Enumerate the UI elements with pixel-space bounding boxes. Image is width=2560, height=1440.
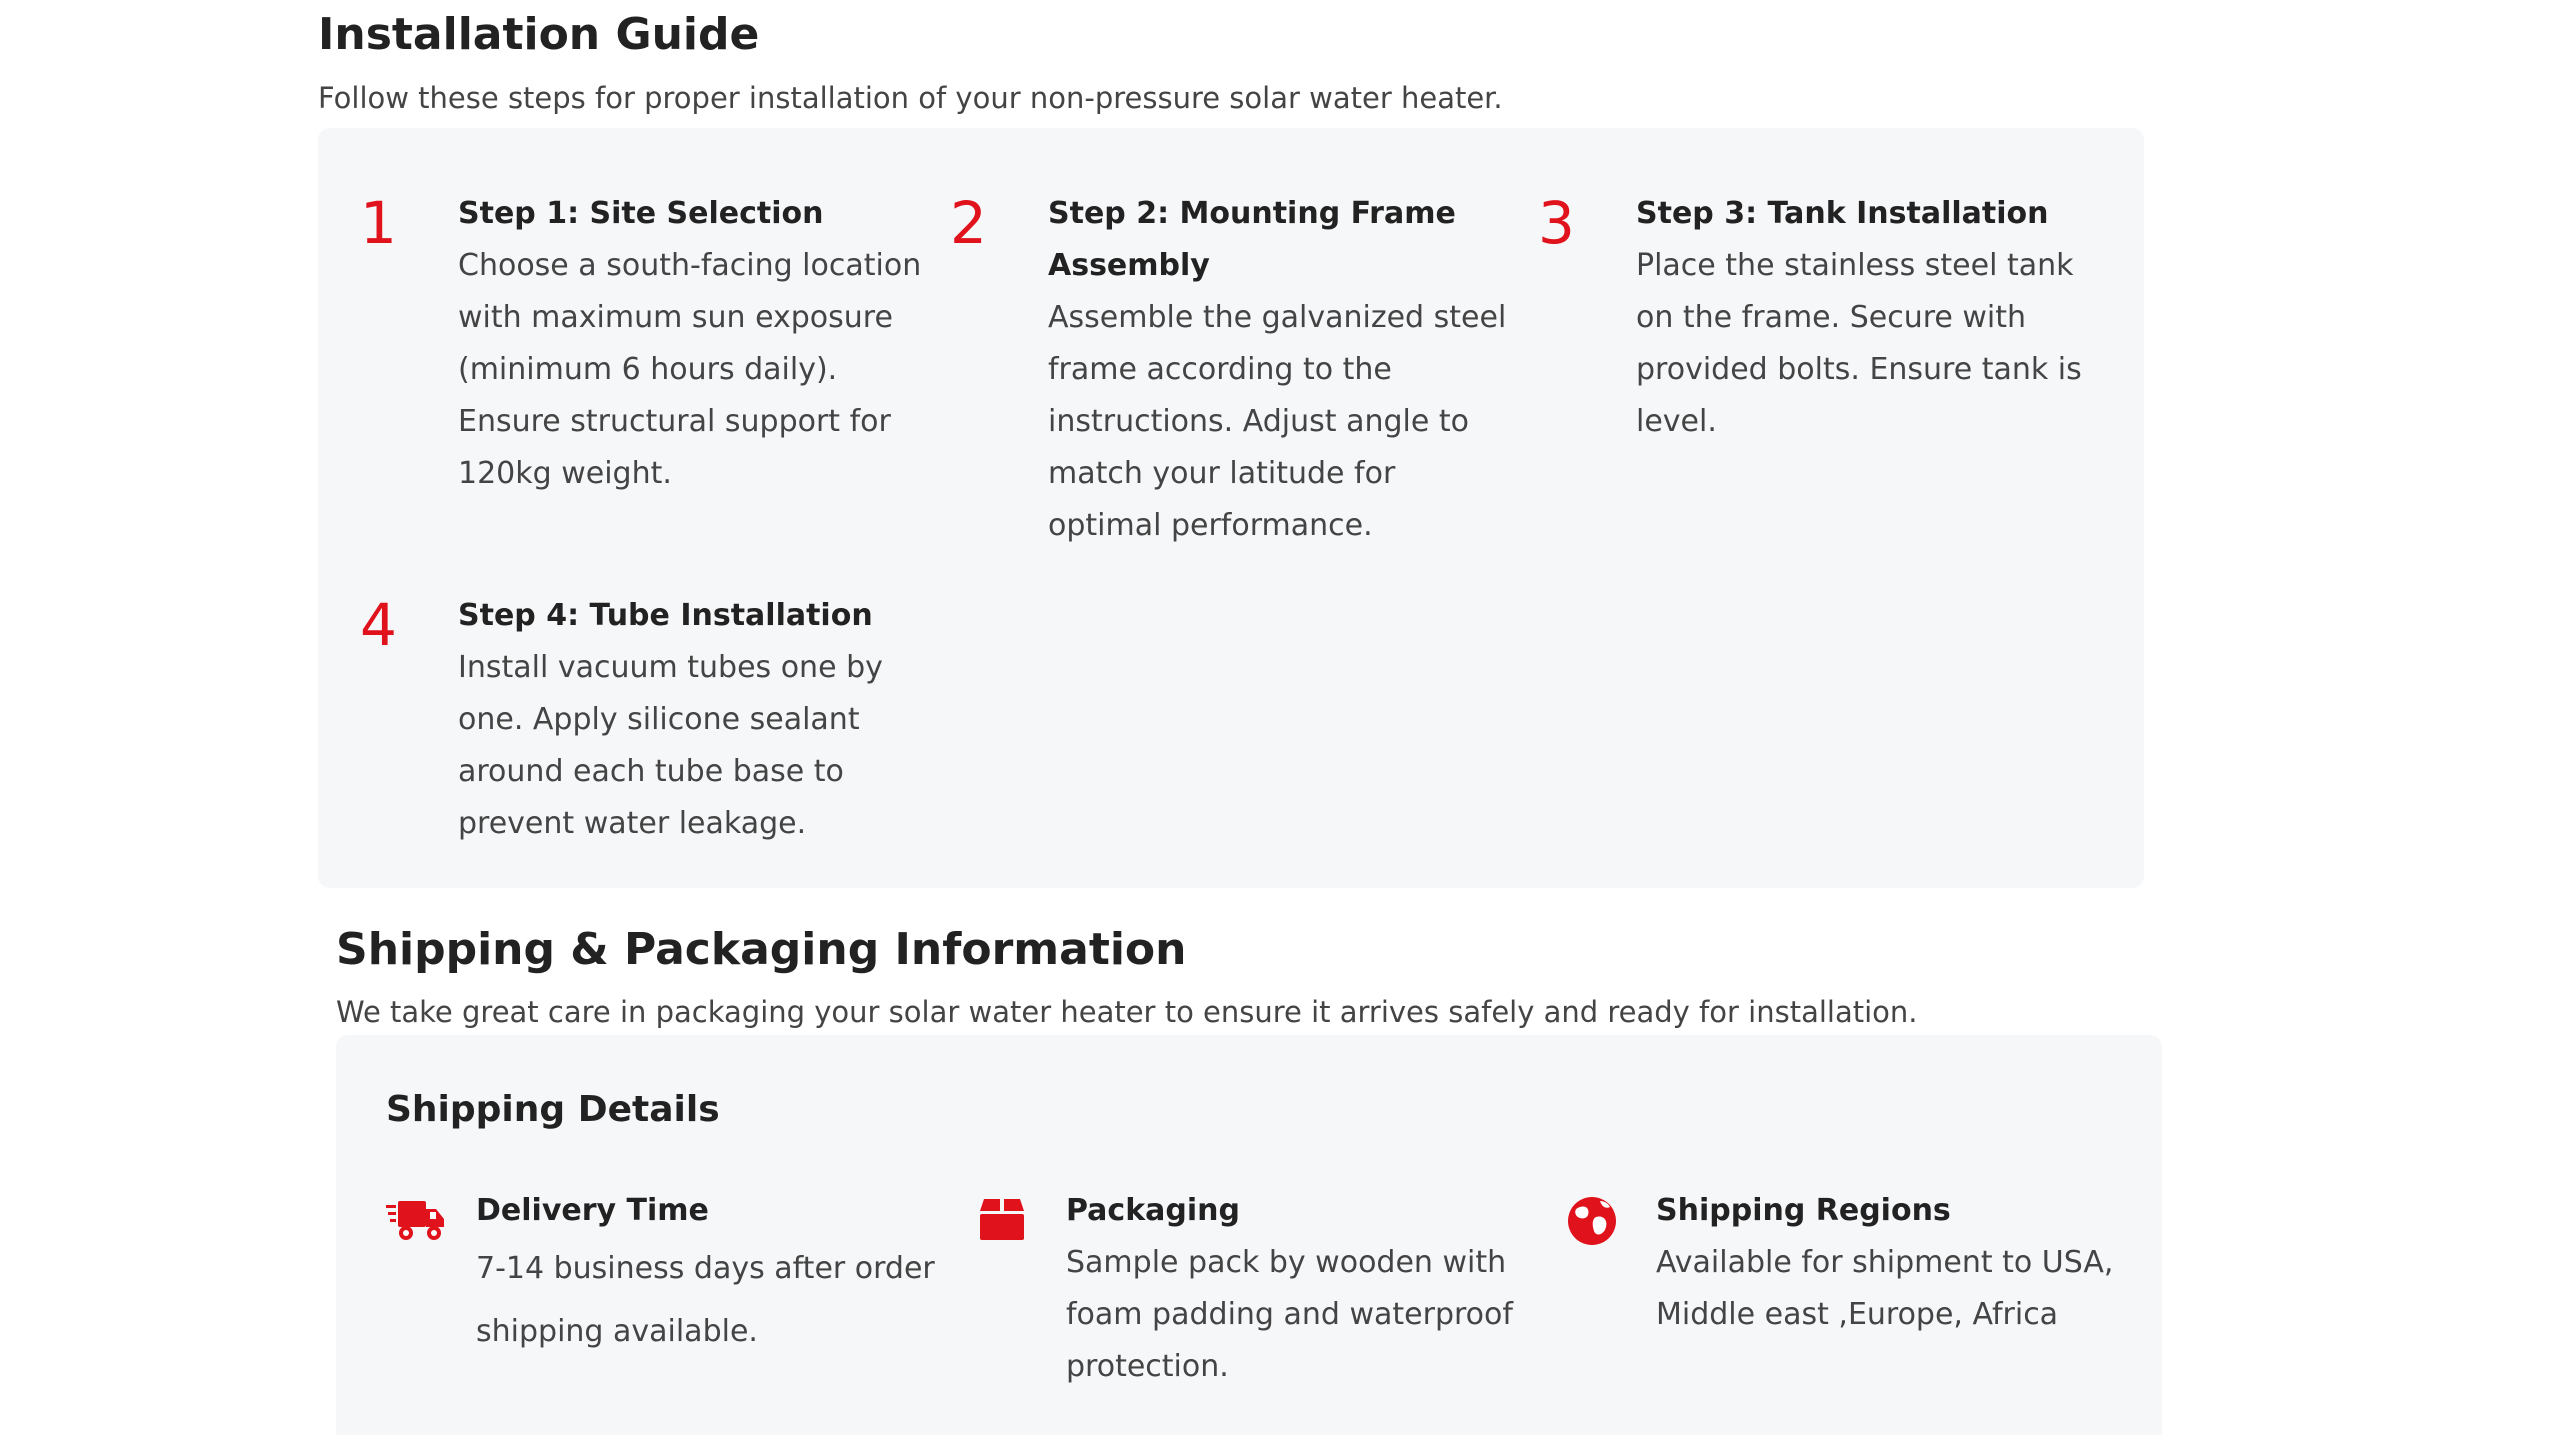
step-number: 2 bbox=[950, 189, 987, 257]
step-body bbox=[458, 590, 928, 850]
shipping-section-title: Shipping & Packaging Information bbox=[336, 924, 1187, 975]
shipping-detail-body bbox=[476, 1185, 966, 1363]
step-body bbox=[1048, 188, 1518, 552]
shipping-detail-title: Shipping Regions bbox=[1656, 1193, 1951, 1228]
shipping-detail-text: 7-14 business days after order shipping available. bbox=[476, 1251, 935, 1349]
step-description: Assemble the galvanized steel frame according to the instructions. Adjust angle to match your latitude for optimal performance. bbox=[1048, 300, 1507, 543]
step-number: 1 bbox=[360, 189, 397, 257]
globe-icon bbox=[1566, 1193, 1626, 1249]
installation-guide-subtitle: Follow these steps for proper installation of your non-pressure solar water heater. bbox=[318, 81, 1503, 115]
shipping-detail-title: Delivery Time bbox=[476, 1193, 709, 1228]
step-title: Step 4: Tube Installation bbox=[458, 598, 873, 633]
shipping-section-subtitle: We take great care in packaging your solar water heater to ensure it arrives safely and ready for installation. bbox=[336, 995, 1918, 1029]
step-title: Step 1: Site Selection bbox=[458, 196, 824, 231]
installation-steps-panel bbox=[318, 128, 2144, 888]
step-description: Place the stainless steel tank on the frame. Secure with provided bolts. Ensure tank is level. bbox=[1636, 248, 2082, 439]
box-icon bbox=[976, 1193, 1036, 1249]
installation-guide-title: Installation Guide bbox=[318, 9, 760, 60]
shipping-detail-body bbox=[1066, 1185, 1556, 1393]
shipping-detail-title: Packaging bbox=[1066, 1193, 1240, 1228]
shipping-detail-text: Sample pack by wooden with foam padding and waterproof protection. bbox=[1066, 1245, 1513, 1384]
shipping-details-panel bbox=[336, 1035, 2162, 1435]
step-title: Step 2: Mounting Frame Assembly bbox=[1048, 196, 1456, 283]
step-title: Step 3: Tank Installation bbox=[1636, 196, 2049, 231]
shipping-detail-body bbox=[1656, 1185, 2146, 1341]
step-body bbox=[458, 188, 928, 500]
step-number: 3 bbox=[1538, 189, 1575, 257]
step-body bbox=[1636, 188, 2106, 448]
installation-guide-section bbox=[318, 0, 2144, 841]
step-description: Choose a south-facing location with maximum sun exposure (minimum 6 hours daily). Ensure structural support for 120kg weight. bbox=[458, 248, 922, 491]
shipping-packaging-section bbox=[336, 905, 2162, 1384]
step-description: Install vacuum tubes one by one. Apply silicone sealant around each tube base to prevent water leakage. bbox=[458, 650, 883, 841]
shipping-detail-text: Available for shipment to USA, Middle east ,Europe, Africa bbox=[1656, 1245, 2114, 1332]
truck-icon bbox=[386, 1193, 446, 1249]
step-number: 4 bbox=[360, 591, 397, 659]
shipping-details-title: Shipping Details bbox=[386, 1089, 720, 1130]
